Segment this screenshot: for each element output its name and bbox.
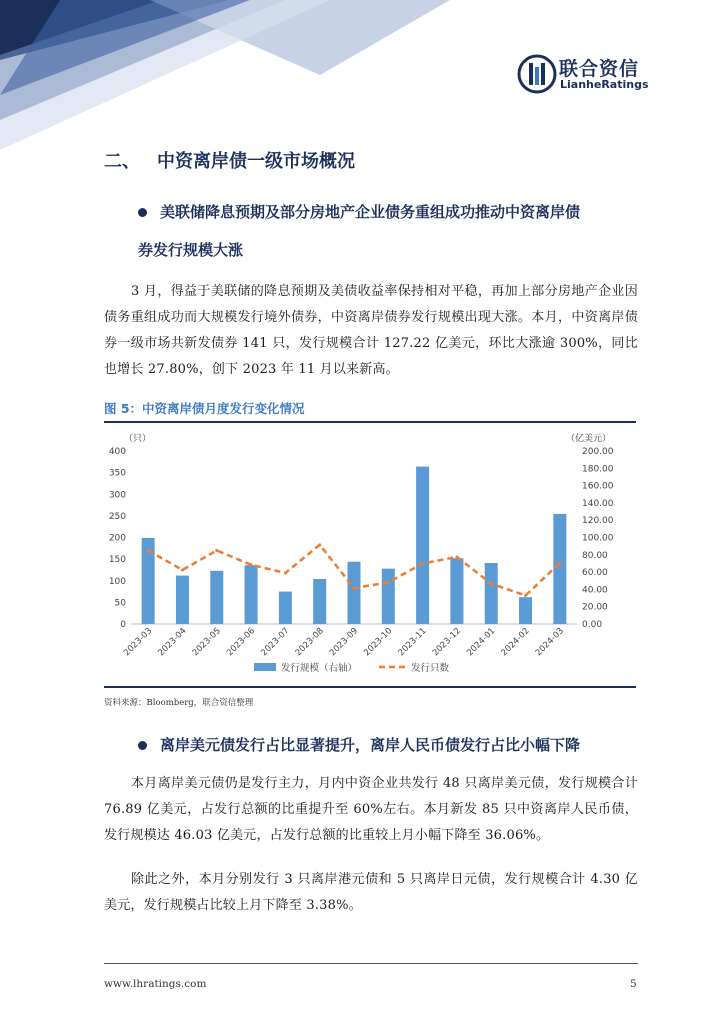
brand-name-cn: 联合资信 xyxy=(559,58,640,80)
x-tick-label: 2023-03 xyxy=(122,626,155,659)
x-tick-label: 2024-03 xyxy=(533,626,566,659)
brand-name-en: LianheRatings xyxy=(560,78,649,91)
paragraph-3 xyxy=(104,867,638,919)
paragraph-2-text: 本月离岸美元债仍是发行主力，月内中资企业共发行 48 只离岸美元债，发行规模合计 76.89 亿美元，占发行总额的比重提升至 60%左右。本月新发 85 只中资离岸人民币债，发行规模达 46.03 亿美元，占发行总额的比重较上月小幅下降至 36.06%。 xyxy=(104,776,638,843)
bar-issuance-amount xyxy=(348,562,361,624)
bar-issuance-amount xyxy=(416,467,429,624)
right-tick-label: 200.00 xyxy=(582,447,614,457)
point-issuance-count xyxy=(353,587,356,590)
page-number: 5 xyxy=(630,978,637,990)
figure-source: 资料来源：Bloomberg，联合资信整理 xyxy=(104,698,254,708)
left-tick-label: 400 xyxy=(108,447,126,457)
right-tick-label: 20.00 xyxy=(582,602,608,613)
point-issuance-count xyxy=(215,549,218,552)
paragraph-2 xyxy=(104,771,638,849)
figure-bottom-rule xyxy=(104,686,636,688)
footer-rule xyxy=(104,963,638,964)
left-tick-label: 200 xyxy=(108,533,126,544)
bar-issuance-amount xyxy=(519,597,532,624)
paragraph-3-text: 除此之外，本月分别发行 3 只离岸港元债和 5 只离岸日元债，发行规模合计 4.30 亿美元，发行规模占比较上月下降至 3.38%。 xyxy=(104,872,638,913)
bar-issuance-amount xyxy=(279,592,292,624)
right-tick-label: 100.00 xyxy=(582,533,614,544)
legend-line-label: 发行只数 xyxy=(411,663,450,674)
bar-issuance-amount xyxy=(553,514,566,624)
x-tick-label: 2023-09 xyxy=(327,626,361,659)
point-issuance-count xyxy=(524,594,527,597)
point-issuance-count xyxy=(284,571,287,574)
point-issuance-count xyxy=(455,555,458,558)
paragraph-1 xyxy=(104,279,638,383)
footer-url: www.lhratings.com xyxy=(104,978,207,990)
bar-issuance-amount xyxy=(450,558,463,624)
x-tick-label: 2023-08 xyxy=(293,626,326,659)
bar-issuance-amount xyxy=(176,576,189,624)
left-tick-label: 300 xyxy=(108,490,126,501)
right-tick-label: 140.00 xyxy=(582,498,614,509)
left-tick-label: 0 xyxy=(120,620,126,630)
left-tick-label: 350 xyxy=(108,468,126,479)
bar-issuance-amount xyxy=(210,571,223,624)
point-issuance-count xyxy=(387,581,390,584)
section-heading xyxy=(104,147,355,173)
bullet-icon xyxy=(138,741,147,750)
figure-top-rule xyxy=(104,421,636,423)
x-tick-label: 2023-07 xyxy=(259,626,292,659)
brand-logo xyxy=(517,52,647,96)
right-tick-label: 0.00 xyxy=(582,620,603,630)
issuance-chart xyxy=(104,425,636,685)
x-tick-label: 2023-06 xyxy=(225,626,258,659)
right-tick-label: 180.00 xyxy=(582,464,614,475)
point-issuance-count xyxy=(490,582,493,585)
point-issuance-count xyxy=(558,562,561,565)
left-tick-label: 50 xyxy=(114,598,126,609)
bullet-icon xyxy=(138,208,147,217)
figure-title: 图 5：中资离岸债月度发行变化情况 xyxy=(104,401,305,416)
right-tick-label: 60.00 xyxy=(582,568,608,579)
bar-issuance-amount xyxy=(382,569,395,624)
lianhe-logo-icon xyxy=(517,54,557,94)
point-issuance-count xyxy=(147,549,150,552)
bullet-heading-1-line2: 券发行规模大涨 xyxy=(138,241,244,259)
x-tick-label: 2023-10 xyxy=(362,626,395,659)
bar-issuance-amount xyxy=(313,579,326,624)
section-number: 二、 xyxy=(104,151,140,172)
right-tick-label: 160.00 xyxy=(582,481,614,492)
left-tick-label: 250 xyxy=(108,511,126,522)
point-issuance-count xyxy=(318,543,321,546)
left-axis-label: （只） xyxy=(124,434,152,444)
legend-bar-label: 发行规模（右轴） xyxy=(281,663,358,674)
left-tick-label: 100 xyxy=(108,576,126,587)
bullet-heading-2 xyxy=(160,730,640,760)
x-tick-label: 2023-05 xyxy=(190,626,223,659)
section-title: 中资离岸债一级市场概况 xyxy=(157,151,355,172)
bullet-heading-2-line1: 离岸美元债发行占比显著提升，离岸人民币债发行占比小幅下降 xyxy=(160,736,581,754)
bar-issuance-amount xyxy=(245,565,258,624)
bullet-heading-1 xyxy=(138,197,640,265)
bar-issuance-amount xyxy=(485,563,498,624)
point-issuance-count xyxy=(250,563,253,566)
x-tick-label: 2023-11 xyxy=(396,626,429,659)
bullet-heading-1-line1: 美联储降息预期及部分房地产企业债务重组成功推动中资离岸债 xyxy=(160,203,581,221)
left-tick-label: 150 xyxy=(108,555,126,566)
right-tick-label: 120.00 xyxy=(582,516,614,527)
x-tick-label: 2023-12 xyxy=(430,626,464,659)
point-issuance-count xyxy=(181,568,184,571)
x-tick-label: 2024-02 xyxy=(499,626,532,659)
right-tick-label: 40.00 xyxy=(582,585,608,596)
paragraph-1-text: 3 月，得益于美联储的降息预期及美债收益率保持相对平稳，再加上部分房地产企业因债务重组成功而大规模发行境外债券，中资离岸债券发行规模出现大涨。本月，中资离岸债券一级市场共新发债券 141 只，发行规模合计 127.22 亿美元，环比大涨逾 300%，同比也增长 27.80%，创下 2023 年 11 月以来新高。 xyxy=(104,284,638,377)
x-tick-label: 2023-04 xyxy=(156,626,189,659)
right-tick-label: 80.00 xyxy=(582,550,608,561)
point-issuance-count xyxy=(421,562,424,565)
legend-bar-swatch xyxy=(254,663,276,671)
right-axis-label: （亿美元） xyxy=(566,434,612,444)
x-tick-label: 2024-01 xyxy=(465,626,498,659)
